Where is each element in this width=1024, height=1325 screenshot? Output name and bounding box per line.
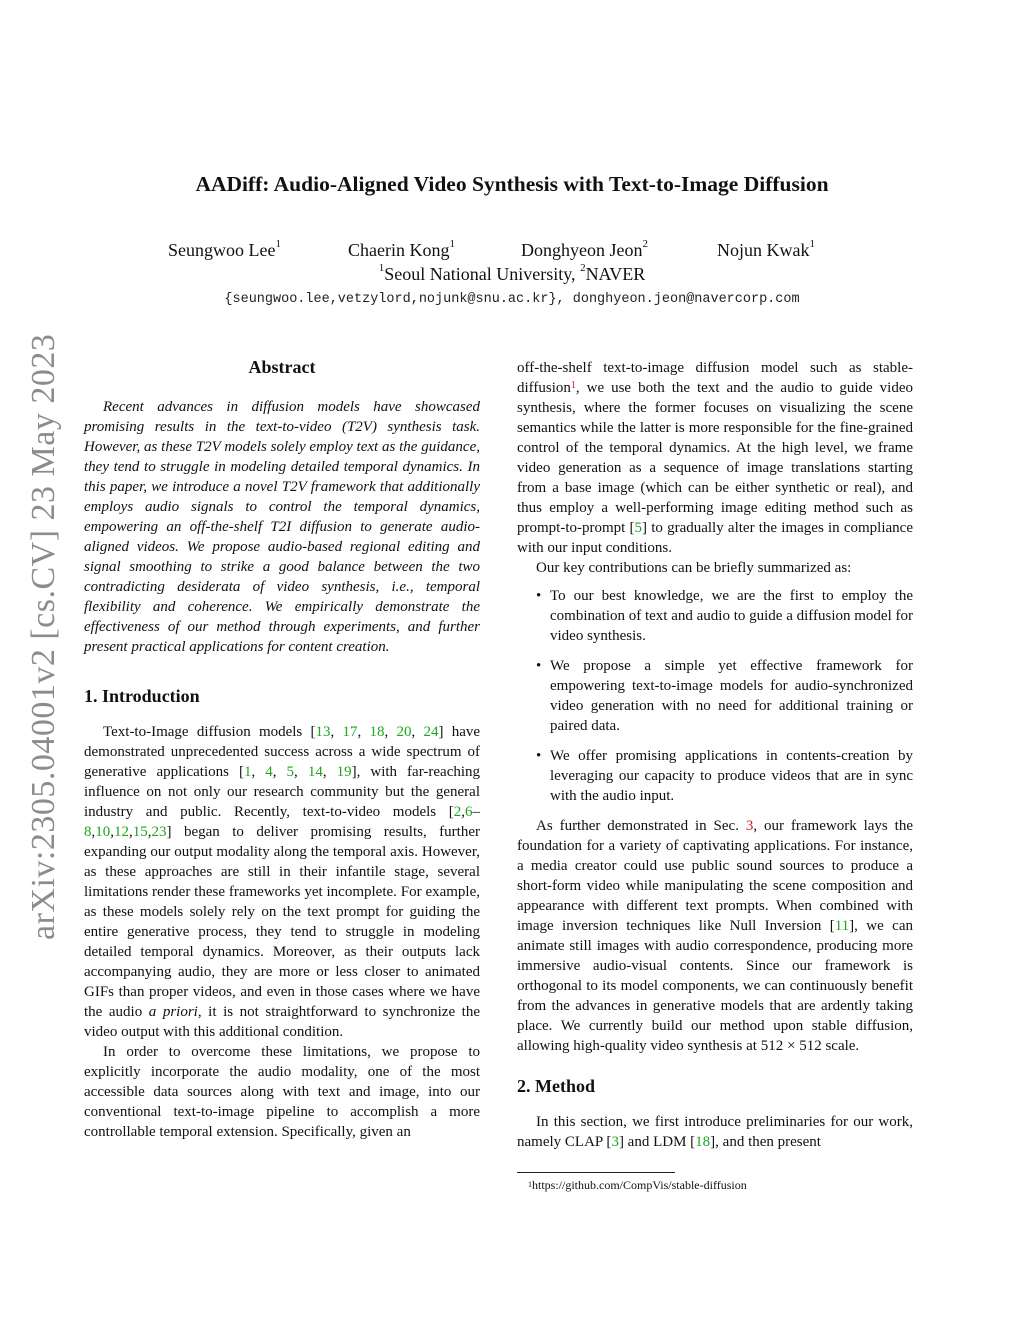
affiliations: $^1$Seoul National University, $^2$NAVER	[378, 262, 646, 284]
citation-link[interactable]: 14	[307, 764, 323, 780]
footnote: $^1$https://github.com/CompVis/stable-diffusion	[528, 1178, 747, 1192]
citation-link[interactable]: 24	[423, 724, 439, 740]
author-list	[0, 240, 1024, 264]
right-paragraph-1: off-the-shelf text-to-image diffusion model such as stable-diffusion$^1$, we use both the text and the audio to guide video synthesis, where the former focuses on visualizing the scene semantics while the latter is more responsible for the fine-grained control of the temporal dynamics. At the high level, we frame video generation as a sequence of image translations starting from a base image (which can be either synthetic or real), and thus employ a well-performing image editing method such as prompt-to-prompt [5] to gradually alter the images in compliance with our input conditions.	[517, 360, 913, 556]
author-emails: {seungwoo.lee,vetzylord,nojunk@snu.ac.kr}, donghyeon.jeon@navercorp.com	[224, 292, 800, 307]
right-paragraph-3: As further demonstrated in Sec. 3, our framework lays the foundation for a variety of captivating applications. For instance, a media creator could use public sound sources to produce a short-form video while manipulating the scene composition and appearance with different text prompts. When combined with image inversion techniques like Null Inversion [11], we can animate still images with audio correspondence, producing more immersive audio-visual contents. Since our framework is orthogonal to its model components, we can continuously benefit from the advances in generative models that are ardently taking place. We currently build our method upon stable diffusion, allowing high-quality video synthesis at 512 × 512 scale.	[517, 818, 913, 1054]
right-column	[517, 358, 913, 1152]
author-name: Donghyeon Jeon$^2$	[521, 238, 648, 260]
intro-paragraph-1: Text-to-Image diffusion models [13, 17, 18, 20, 24] have demonstrated unprecedented success across a wide spectrum of generative applications [1, 4, 5, 14, 19], with far-reaching influence on not only our research community but the general industry and public. Recently, text-to-video models [2,6–8,10,12,15,23] began to deliver promising results, further expanding our output modality along the temporal axis. However, as these approaches are still in their infantile stage, several limitations render these frameworks yet incomplete. For example, as these models solely rely on the text prompt for guiding the entire generative process, they tend to struggle in modeling detailed temporal dynamics. Moreover, as their outputs lack accompanying audio, they are more or less closer to animated GIFs than proper videos, and even in those cases where we have the audio a priori, it is not straightforward to synchronize the video output with this additional condition.	[84, 724, 481, 1040]
citation-link[interactable]: 17	[342, 724, 358, 740]
method-heading: 2. Method	[517, 1076, 595, 1096]
method-paragraph: In this section, we first introduce preliminaries for our work, namely CLAP [3] and LDM [18], and then present	[517, 1114, 913, 1150]
citation-link[interactable]: 10	[95, 824, 111, 840]
paper-title: AADiff: Audio-Aligned Video Synthesis with Text-to-Image Diffusion	[195, 172, 829, 196]
contribution-item: • We propose a simple yet effective framework for empowering text-to-image models for audio-synchronized video generation with no need for additional training or paired data.	[550, 656, 913, 736]
citation-link[interactable]: 15	[132, 824, 148, 840]
citation-link[interactable]: 6	[465, 804, 473, 820]
citation-link[interactable]: 5	[634, 520, 643, 536]
contribution-item: • To our best knowledge, we are the first to employ the combination of text and audio to guide a diffusion model for video synthesis.	[550, 586, 913, 646]
author-name: Nojun Kwak$^1$	[717, 238, 815, 260]
abstract-heading: Abstract	[248, 357, 316, 377]
abstract-text: Recent advances in diffusion models have showcased promising results in the text-to-video (T2V) synthesis task. However, as these T2V models solely employ text as the guidance, they tend to struggle in modeling detailed temporal dynamics. In this paper, we introduce a novel T2V framework that additionally employs audio signals to control the temporal dynamics, empowering an off-the-shelf T2I diffusion to generate audio-aligned videos. We propose audio-based regional editing and signal smoothing to strike a good balance between the two contradicting desiderata of video synthesis, i.e., temporal flexibility and coherence. We empirically demonstrate the effectiveness of our method through experiments, and further present practical applications for content creation.	[84, 399, 480, 655]
section-link[interactable]: 3	[745, 818, 754, 834]
citation-link[interactable]: 12	[114, 824, 129, 840]
citation-link[interactable]: 5	[286, 764, 295, 780]
footnote-rule	[517, 1172, 675, 1173]
citation-link[interactable]: 20	[396, 724, 412, 740]
citation-link[interactable]: 13	[315, 724, 331, 740]
citation-link[interactable]: 4	[265, 764, 273, 780]
citation-link[interactable]: 8	[84, 824, 92, 840]
contribution-item: • We offer promising applications in contents-creation by leveraging our capacity to produce videos that are in sync with the audio input.	[550, 746, 913, 806]
contributions-intro: Our key contributions can be briefly summarized as:	[536, 560, 852, 576]
footnote-marker[interactable]: 1	[570, 380, 576, 391]
footnote-url[interactable]: https://github.com/CompVis/stable-diffusion	[532, 1178, 747, 1192]
citation-link[interactable]: 18	[695, 1134, 711, 1150]
citation-link[interactable]: 2	[453, 804, 462, 820]
introduction-heading: 1. Introduction	[84, 686, 200, 706]
left-column	[84, 355, 480, 1142]
citation-link[interactable]: 19	[336, 764, 352, 780]
intro-paragraph-2: In order to overcome these limitations, we propose to explicitly incorporate the audio modality, one of the most accessible data sources along with text and image, into our conventional text-to-image pipeline to accomplish a more controllable temporal extension. Specifically, given an	[84, 1044, 480, 1140]
citation-link[interactable]: 11	[834, 918, 850, 934]
citation-link[interactable]: 18	[369, 724, 385, 740]
citation-link[interactable]: 23	[151, 824, 167, 840]
arxiv-margin-stamp: arXiv:2305.04001v2 [cs.CV] 23 May 2023	[25, 333, 62, 940]
contributions-list	[517, 586, 913, 806]
citation-link[interactable]: 1	[243, 764, 252, 780]
author-name: Chaerin Kong$^1$	[348, 238, 455, 260]
author-name: Seungwoo Lee$^1$	[168, 238, 281, 260]
citation-link[interactable]: 3	[611, 1134, 619, 1150]
